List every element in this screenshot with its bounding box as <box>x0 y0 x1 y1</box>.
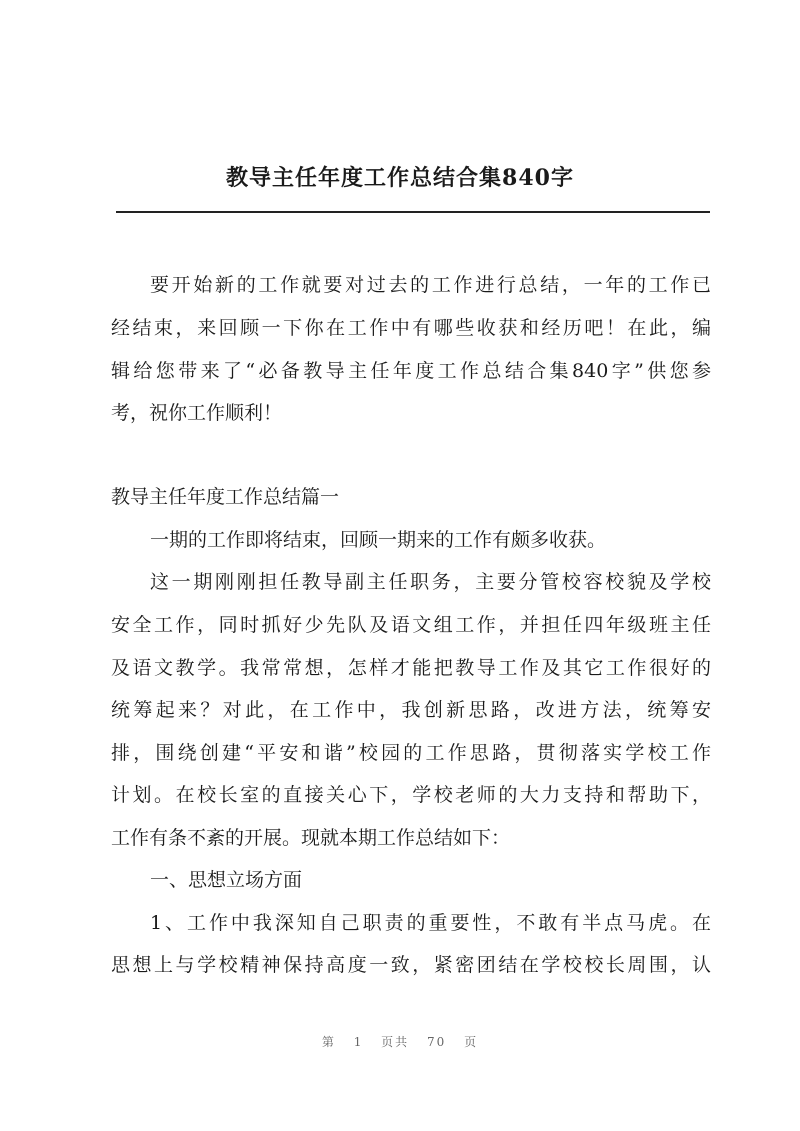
body-line: 这一期刚刚担任教导副主任职务，主要分管校容校貌及学校 <box>150 571 711 593</box>
section-heading: 教导主任年度工作总结篇一 <box>111 486 340 508</box>
body-line: 思想上与学校精神保持高度一致，紧密团结在学校校长周围，认 <box>111 954 711 976</box>
intro-line: 经结束，来回顾一下你在工作中有哪些收获和经历吧！在此，编 <box>111 317 711 339</box>
body-line: 计划。在校长室的直接关心下，学校老师的大力支持和帮助下， <box>111 784 711 806</box>
page-title: 教导主任年度工作总结合集840字 <box>226 165 574 191</box>
body-line: 一期的工作即将结束，回顾一期来的工作有颇多收获。 <box>150 529 607 551</box>
body-line: 统筹起来？对此，在工作中，我创新思路，改进方法，统筹安 <box>111 699 711 721</box>
intro-line: 要开始新的工作就要对过去的工作进行总结，一年的工作已 <box>150 274 711 296</box>
intro-line: 辑给您带来了“必备教导主任年度工作总结合集840字”供您参 <box>111 360 711 382</box>
footer-page-number: 1 <box>353 1035 364 1049</box>
footer-page-of-label: 页共 <box>381 1035 410 1049</box>
body-line: 及语文教学。我常常想，怎样才能把教导工作及其它工作很好的 <box>111 657 711 679</box>
body-line: 排，围绕创建“平安和谐”校园的工作思路，贯彻落实学校工作 <box>111 742 711 764</box>
intro-line: 考，祝你工作顺利！ <box>111 402 283 424</box>
body-line: 1、工作中我深知自己职责的重要性，不敢有半点马虎。在 <box>150 912 711 934</box>
footer-page-suffix: 页 <box>464 1035 479 1049</box>
page-footer <box>0 1034 800 1050</box>
body-line: 工作有条不紊的开展。现就本期工作总结如下： <box>111 827 511 849</box>
footer-page-label: 第 <box>321 1035 336 1049</box>
title-divider <box>116 211 710 213</box>
footer-total-pages: 70 <box>427 1035 447 1049</box>
subsection-heading: 一、思想立场方面 <box>150 869 303 891</box>
body-line: 安全工作，同时抓好少先队及语文组工作，并担任四年级班主任 <box>111 614 711 636</box>
